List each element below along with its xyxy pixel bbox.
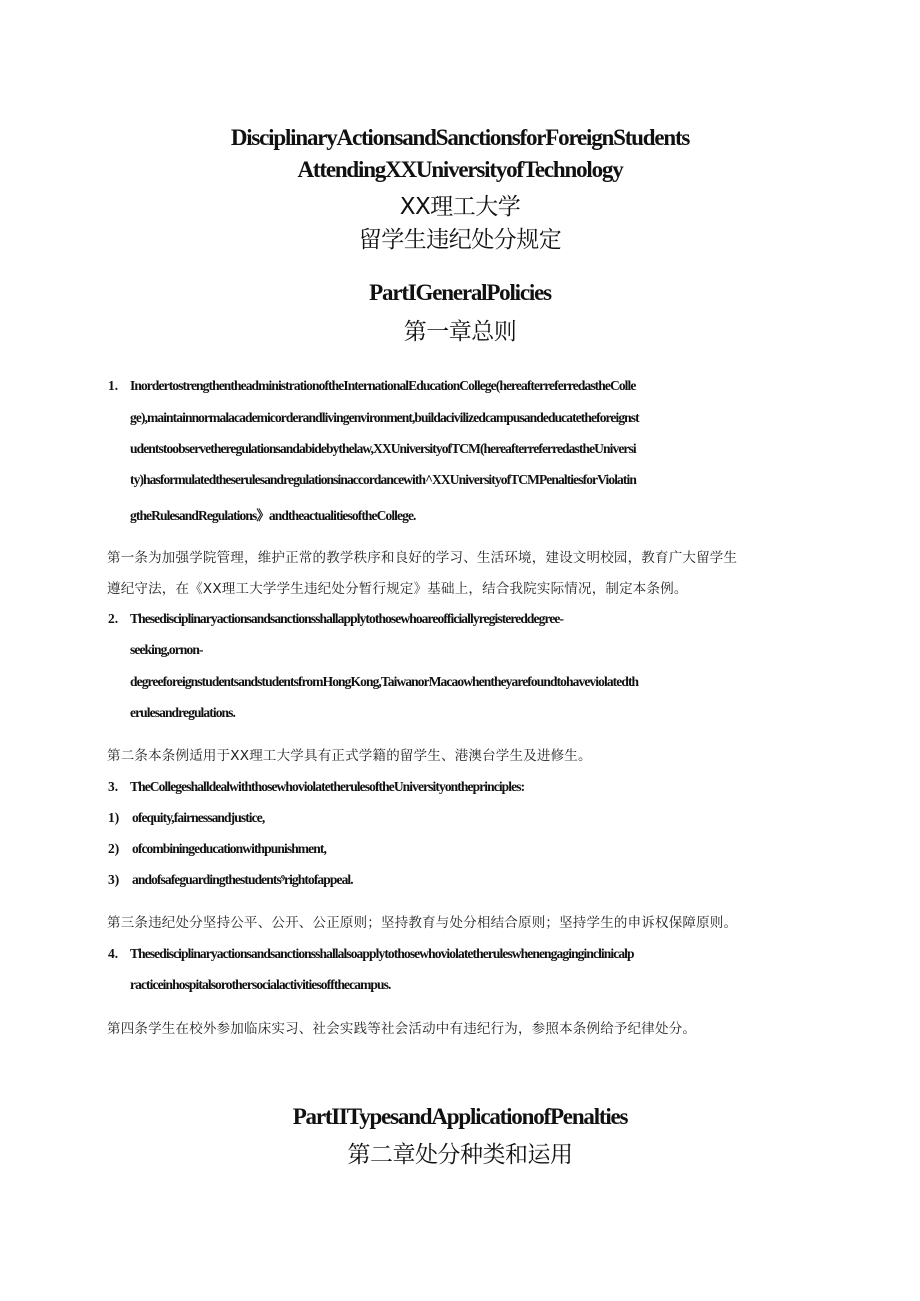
part2-heading-chinese: 第二章处分种类和运用 — [347, 1142, 573, 1168]
part1-heading-chinese: 第一章总则 — [403, 319, 517, 345]
article1-chinese-line-2: 遵纪守法，在《XX理工大学学生违纪处分暂行规定》基础上，结合我院实际情况，制定本条例。 — [107, 581, 688, 597]
article1-number: 1. — [108, 378, 119, 393]
article2-chinese: 第二条本条例适用于XX理工大学具有正式学籍的留学生、港澳台学生及进修生。 — [107, 748, 592, 764]
article2-line-2: seeking,ornon- — [130, 642, 203, 657]
title-english-line-2: AttendingXXUniversityofTechnology — [297, 157, 623, 182]
article2-line-1: Thesedisciplinaryactionsandsanctionsshallapplytothosewhoareofficiallyregistereddegree- — [130, 611, 564, 626]
article1-line-5: gtheRulesandRegulations》andtheactualitiesoftheCollege. — [130, 508, 416, 523]
article2-number: 2. — [108, 611, 119, 626]
article3-item-2-number: 2) — [108, 841, 120, 856]
title-chinese-line-2: 留学生违纪处分规定 — [358, 227, 562, 253]
article4-line-2: racticeinhospitalsorothersocialactivitiesoffthecampus. — [130, 977, 391, 992]
article4-number: 4. — [108, 946, 119, 961]
title-chinese-line-1: XX理工大学 — [399, 194, 521, 220]
article3-item-2-text: ofcombiningeducationwithpunishment, — [132, 841, 326, 856]
article3-item-1-text: ofequity,fairnessandjustice, — [132, 810, 265, 825]
part2-heading-english: PartIITypesandApplicationofPenalties — [292, 1104, 628, 1129]
article1-chinese-line-1: 第一条为加强学院管理，维护正常的教学秩序和良好的学习、生活环境，建设文明校园，教育广大留学生 — [107, 550, 738, 566]
article1-line-1: InordertostrengthentheadministrationoftheInternationalEducationCollege(hereafterreferredastheColle — [130, 378, 636, 393]
article4-chinese: 第四条学生在校外参加临床实习、社会实践等社会活动中有违纪行为，参照本条例给予纪律处分。 — [107, 1021, 697, 1037]
article1-line-4: ty)hasformulatedtheserulesandregulationsinaccordancewith^XXUniversityofTCMPenaltiesforViolatin — [130, 472, 636, 487]
part1-heading-english: PartIGeneralPolicies — [369, 280, 551, 305]
article4-line-1: Thesedisciplinaryactionsandsanctionsshallalsoapplytothosewhoviolatetheruleswhenengaginginclinicalp — [130, 946, 634, 961]
article3-chinese: 第三条违纪处分坚持公平、公开、公正原则；坚持教育与处分相结合原则；坚持学生的申诉权保障原则。 — [107, 915, 738, 931]
article3-number: 3. — [108, 779, 119, 794]
article3-item-3-text: andofsafeguardingthestudents⁹rightofappeal. — [132, 872, 353, 887]
article2-line-4: erulesandregulations. — [130, 705, 235, 720]
article1-line-3: udentstoobservetheregulationsandabidebythelaw,XXUniversityofTCM(hereafterreferredastheUniversi — [130, 441, 636, 456]
article1-line-2: ge),maintainnormalacademicorderandlivingenvironment,buildacivilizedcampusandeducatetheforeignst — [130, 410, 639, 425]
article3-item-1-number: 1) — [108, 810, 120, 825]
article3-line: TheCollegeshalldealwiththosewhoviolatetherulesoftheUniversityontheprinciples: — [130, 779, 525, 794]
title-english-line-1: DisciplinaryActionsandSanctionsforForeignStudents — [230, 125, 690, 150]
article2-line-3: degreeforeignstudentsandstudentsfromHongKong,TaiwanorMacaowhentheyarefoundtohaveviolatedth — [130, 674, 639, 689]
article3-item-3-number: 3) — [108, 872, 120, 887]
